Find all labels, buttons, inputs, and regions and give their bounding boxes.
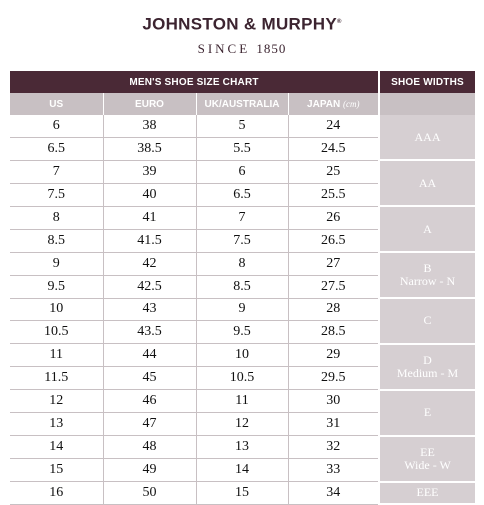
cell-us: 14	[10, 436, 103, 459]
cell-uk: 8	[196, 252, 288, 275]
cell-us: 7.5	[10, 183, 103, 206]
cell-japan: 26.5	[288, 229, 379, 252]
cell-us: 16	[10, 482, 103, 505]
width-cell	[379, 390, 475, 436]
width-code: EEE	[416, 485, 439, 500]
width-code: AA	[418, 175, 437, 190]
width-code: AAA	[414, 129, 441, 144]
cell-euro: 44	[103, 344, 196, 367]
table-row	[10, 115, 475, 137]
cell-uk: 12	[196, 413, 288, 436]
cell-japan: 27.5	[288, 275, 379, 298]
cell-japan: 28.5	[288, 321, 379, 344]
cell-euro: 43.5	[103, 321, 196, 344]
cell-uk: 11	[196, 390, 288, 413]
cell-euro: 43	[103, 298, 196, 321]
cell-us: 12	[10, 390, 103, 413]
shoe-widths-title: SHOE WIDTHS	[379, 71, 475, 93]
width-code: C	[423, 313, 432, 328]
brand-name: JOHNSTON & MURPHY®	[142, 14, 342, 34]
cell-japan: 33	[288, 459, 379, 482]
cell-japan: 26	[288, 206, 379, 229]
cell-euro: 38.5	[103, 137, 196, 160]
width-description: Medium - M	[396, 365, 459, 380]
trademark-symbol: ®	[336, 19, 342, 25]
table-row	[10, 252, 475, 275]
cell-euro: 45	[103, 367, 196, 390]
cell-euro: 46	[103, 390, 196, 413]
cell-uk: 10.5	[196, 367, 288, 390]
table-row	[10, 206, 475, 229]
cell-us: 6.5	[10, 137, 103, 160]
width-code: B	[423, 261, 432, 276]
cell-euro: 49	[103, 459, 196, 482]
size-chart-table	[10, 71, 475, 505]
width-cell	[379, 344, 475, 390]
cell-japan: 24	[288, 115, 379, 137]
cell-japan: 27	[288, 252, 379, 275]
cell-euro: 42	[103, 252, 196, 275]
cell-uk: 5.5	[196, 137, 288, 160]
width-cell	[379, 298, 475, 344]
cell-us: 9	[10, 252, 103, 275]
cell-japan: 34	[288, 482, 379, 505]
cell-us: 13	[10, 413, 103, 436]
brand-header	[0, 12, 484, 57]
cell-japan: 24.5	[288, 137, 379, 160]
cell-euro: 41	[103, 206, 196, 229]
cell-uk: 5	[196, 115, 288, 137]
column-header-uk: UK/AUSTRALIA	[196, 93, 288, 115]
width-code: E	[423, 405, 432, 420]
widths-header-blank	[379, 93, 475, 115]
width-code: EE	[420, 444, 435, 459]
cell-euro: 39	[103, 160, 196, 183]
cell-uk: 14	[196, 459, 288, 482]
width-cell	[379, 160, 475, 206]
cell-japan: 29	[288, 344, 379, 367]
cell-us: 7	[10, 160, 103, 183]
japan-unit: (cm)	[342, 98, 360, 109]
cell-japan: 25	[288, 160, 379, 183]
cell-japan: 30	[288, 390, 379, 413]
cell-euro: 41.5	[103, 229, 196, 252]
width-cell	[379, 252, 475, 298]
cell-uk: 7.5	[196, 229, 288, 252]
table-row	[10, 344, 475, 367]
cell-us: 11.5	[10, 367, 103, 390]
cell-uk: 6	[196, 160, 288, 183]
table-row	[10, 390, 475, 413]
column-header-japan: JAPAN (cm)	[288, 93, 379, 115]
width-cell	[379, 206, 475, 252]
width-code: A	[423, 221, 432, 236]
brand-since: SINCE 1850	[197, 40, 287, 56]
cell-us: 8.5	[10, 229, 103, 252]
table-row	[10, 482, 475, 505]
width-description: Wide - W	[404, 457, 451, 472]
table-row	[10, 160, 475, 183]
size-chart-body	[10, 93, 475, 504]
cell-us: 10	[10, 298, 103, 321]
width-description: Narrow - N	[399, 274, 456, 289]
cell-us: 6	[10, 115, 103, 137]
cell-uk: 15	[196, 482, 288, 505]
width-cell	[379, 482, 475, 505]
cell-us: 11	[10, 344, 103, 367]
cell-us: 15	[10, 459, 103, 482]
cell-euro: 40	[103, 183, 196, 206]
cell-euro: 50	[103, 482, 196, 505]
cell-japan: 31	[288, 413, 379, 436]
cell-uk: 9.5	[196, 321, 288, 344]
cell-uk: 6.5	[196, 183, 288, 206]
size-chart-title: MEN'S SHOE SIZE CHART	[10, 71, 379, 93]
cell-euro: 42.5	[103, 275, 196, 298]
cell-us: 10.5	[10, 321, 103, 344]
table-row	[10, 436, 475, 459]
cell-uk: 13	[196, 436, 288, 459]
column-header-us: US	[10, 93, 103, 115]
column-header-euro: EURO	[103, 93, 196, 115]
table-row	[10, 298, 475, 321]
cell-uk: 9	[196, 298, 288, 321]
width-cell	[379, 115, 475, 160]
cell-euro: 48	[103, 436, 196, 459]
cell-euro: 47	[103, 413, 196, 436]
cell-uk: 7	[196, 206, 288, 229]
cell-japan: 32	[288, 436, 379, 459]
cell-euro: 38	[103, 115, 196, 137]
cell-us: 9.5	[10, 275, 103, 298]
cell-uk: 10	[196, 344, 288, 367]
cell-uk: 8.5	[196, 275, 288, 298]
cell-us: 8	[10, 206, 103, 229]
cell-japan: 29.5	[288, 367, 379, 390]
width-cell	[379, 436, 475, 482]
width-code: D	[423, 352, 432, 367]
cell-japan: 28	[288, 298, 379, 321]
cell-japan: 25.5	[288, 183, 379, 206]
